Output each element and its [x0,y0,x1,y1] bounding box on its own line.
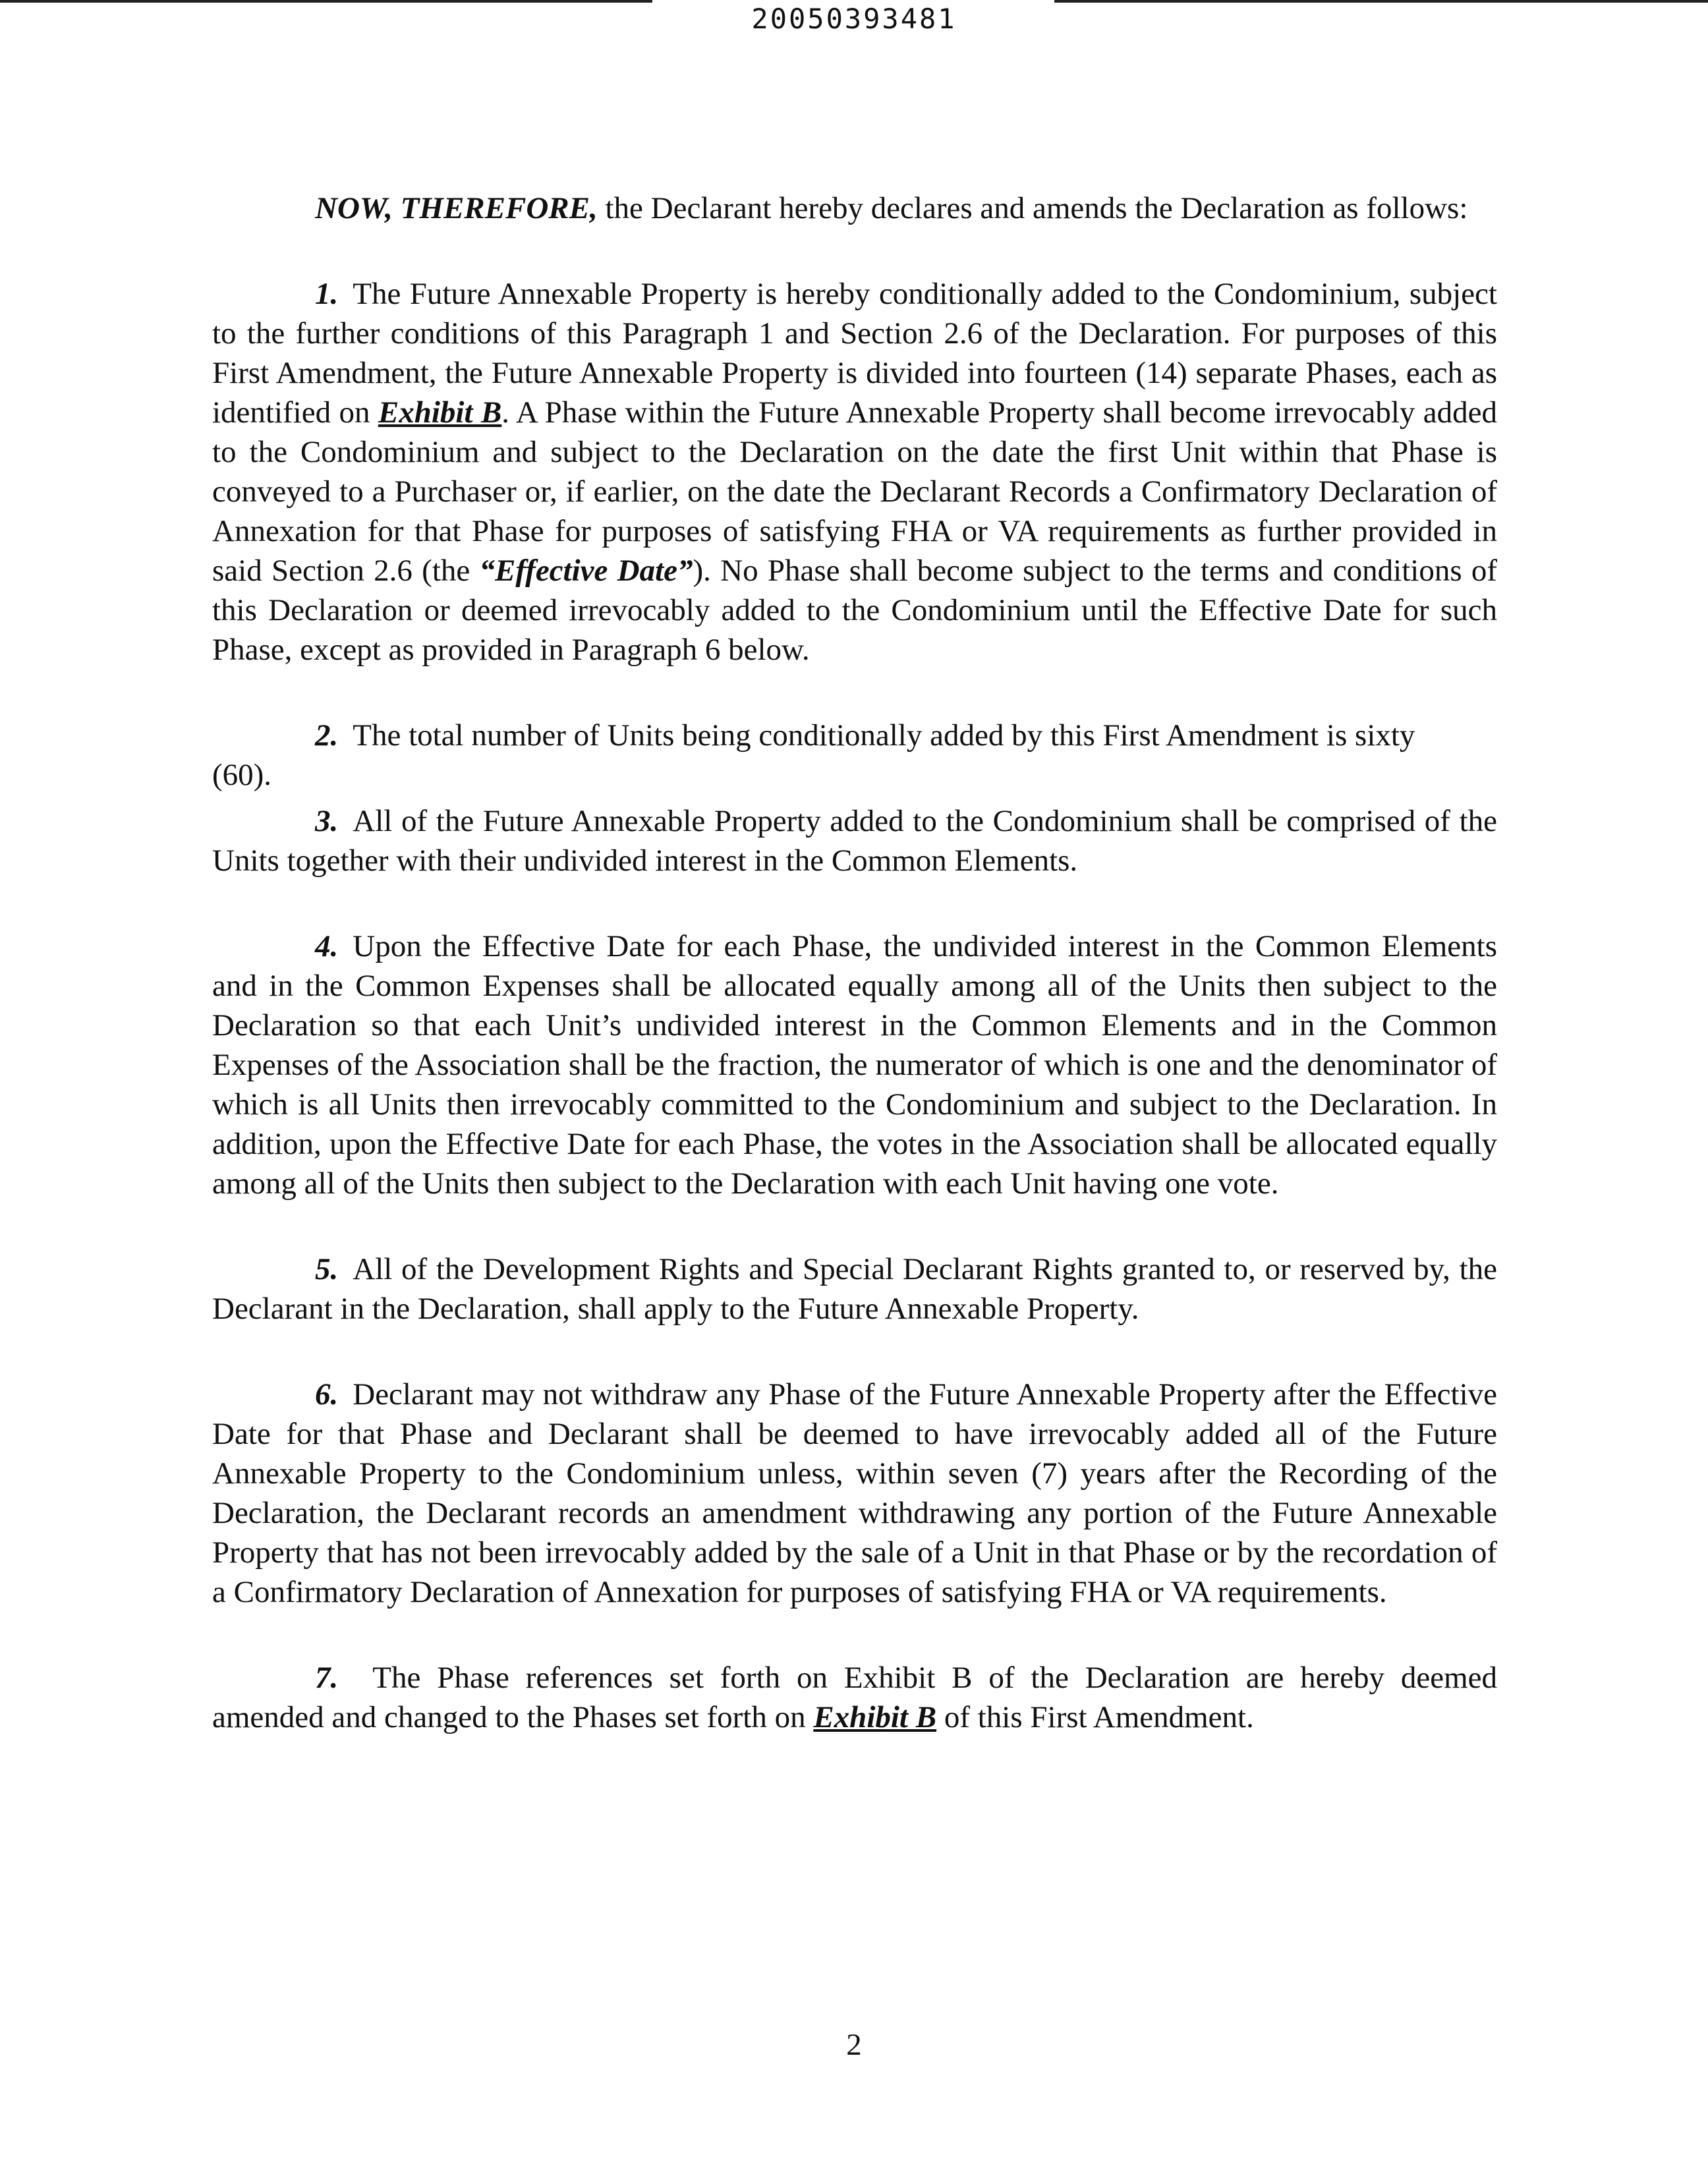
paragraph-2-text: The total number of Units being conditionally added by this First Amendment is sixty [353,718,1415,753]
paragraph-1-text-b: . A Phase within the Future Annexable Property shall become irrevocably added to the Condominium and subject to the Declaration on the date the first Unit within that Phase is conveyed to a Purchaser or, if earlier, on the date the Declarant Records a Confirmatory Declaration of Annexation for that Phase for purposes of satisfying FHA or VA requirements as further provided in said Section 2.6 (the [212,395,1497,588]
intro-paragraph [212,188,1497,228]
paragraph-7-text-b: of this First Amendment. [936,1700,1254,1734]
document-body [212,188,1497,1783]
paragraph-1-text-a: The Future Annexable Property is hereby conditionally added to the Condominium, subject to the further conditions of this Paragraph 1 and Section 2.6 of the Declaration. For purposes of this First Amendment, the Future Annexable Property is divided into fourteen (14) separate Phases, each as identified on [212,277,1497,430]
paragraph-6 [212,1375,1497,1612]
paragraph-5 [212,1249,1497,1329]
paragraph-5-number: 5. [315,1252,339,1286]
paragraph-7-number: 7. [315,1661,339,1695]
paragraph-7-text-a: The Phase references set forth on Exhibit B of the Declaration are hereby deemed amended and changed to the Phases set forth on [212,1661,1497,1734]
exhibit-b-reference-2: Exhibit B [813,1700,937,1734]
paragraph-3-number: 3. [315,804,339,838]
intro-lead: NOW, THEREFORE, [315,191,598,225]
effective-date-term: “Effective Date” [479,554,693,588]
paragraph-3 [212,801,1497,880]
paragraph-2-number: 2. [315,718,339,753]
paragraph-1-text-c: ). No Phase shall become subject to the terms and conditions of this Declaration or deemed irrevocably added to the Condominium until the Effective Date for such Phase, except as provided in Paragraph 6 below. [212,554,1498,667]
paragraph-1-number: 1. [315,277,339,311]
intro-text: the Declarant hereby declares and amends the Declaration as follows: [597,191,1468,225]
paragraph-2 [212,716,1497,792]
paragraph-3-text: All of the Future Annexable Property added to the Condominium shall be comprised of the Units together with their undivided interest in the Common Elements. [212,804,1497,878]
paragraph-5-text: All of the Development Rights and Special Declarant Rights granted to, or reserved by, the Declarant in the Declaration, shall apply to the Future Annexable Property. [212,1252,1497,1326]
paragraph-2-hanging-count: (60). [212,758,272,792]
paragraph-4-number: 4. [315,929,339,963]
paragraph-4-text: Upon the Effective Date for each Phase, the undivided interest in the Common Elements and in the Common Expenses shall be allocated equally among all of the Units then subject to the Declaration so that each Unit’s undivided interest in the Common Elements and in the Common Expenses of the Association shall be the fraction, the numerator of which is one and the denominator of which is all Units then irrevocably committed to the Condominium and subject to the Declaration. In addition, upon the Effective Date for each Phase, the votes in the Association shall be allocated equally among all of the Units then subject to the Declaration with each Unit having one vote. [212,929,1497,1201]
paragraph-1 [212,274,1497,670]
document-number: 20050393481 [751,3,957,35]
paragraph-6-text: Declarant may not withdraw any Phase of the Future Annexable Property after the Effective Date for that Phase and Declarant shall be deemed to have irrevocably added all of the Future Annexable Property to the Condominium unless, within seven (7) years after the Recording of the Declaration, the Declarant records an amendment withdrawing any portion of the Future Annexable Property that has not been irrevocably added by the sale of a Unit in that Phase or by the recordation of a Confirmatory Declaration of Annexation for purposes of satisfying FHA or VA requirements. [212,1377,1497,1609]
exhibit-b-reference: Exhibit B [378,395,502,430]
page-number: 2 [846,2028,862,2062]
paragraph-6-number: 6. [315,1377,339,1412]
paragraph-7 [212,1658,1497,1737]
paragraph-4 [212,927,1497,1203]
